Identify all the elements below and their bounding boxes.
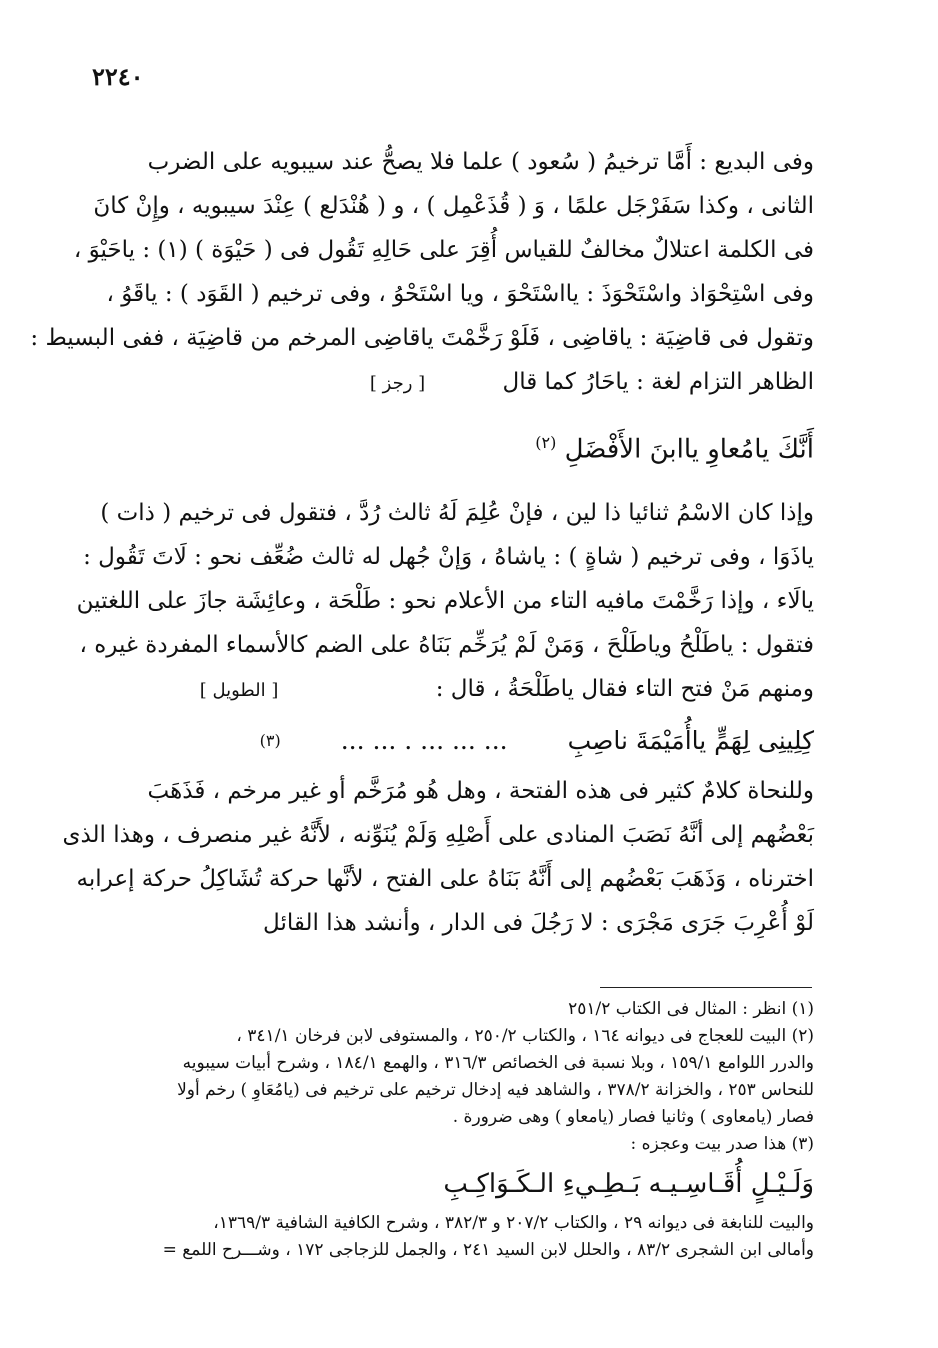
footnote-2-line: فصار (يامعاوى ) وثانيا فصار (يامعاو ) وهى ضرورة . xyxy=(452,1107,814,1127)
text-line xyxy=(106,360,814,406)
paragraph-3 xyxy=(62,769,814,945)
paragraph-2 xyxy=(76,491,814,713)
footnote-1: (١) انظر : المثال فى الكتاب ٢٥١/٢ xyxy=(568,999,814,1019)
footnote-2-line: (٢) البيت للعجاج فى ديوانه ١٦٤ ، والكتاب ٢٥٠/٢ ، والمستوفى لابن فرخان ٣٤١/١ ، xyxy=(236,1026,814,1046)
text-line: فى الكلمة اعتلالٌ مخالفٌ للقياس أُقِرَ على حَالِهِ تَقُول فى ( حَيْوَة ) (١) : ياحَيْوَ ، xyxy=(73,237,814,263)
text-line: وتقول فى قاضِيَة : ياقاضِى ، فَلَوْ رَخَّمْتَ ياقاضِى المرخم من قاضِيَة ، ففى البسيط : xyxy=(30,325,814,351)
page-number: ٢٢٤٠ xyxy=(92,62,144,91)
footnote-3-line: وأمالى ابن الشجرى ٨٣/٢ ، والحلل لابن السيد ٢٤١ ، والجمل للزجاجى ١٧٢ ، وشـــرح اللمع = xyxy=(162,1240,814,1260)
footnote-2-line: والدرر اللوامع ١٥٩/١ ، وبلا نسبة فى الخصائص ٣١٦/٣ ، والهمع ١٨٤/١ ، وشرح أبيات سيبويه xyxy=(182,1053,814,1073)
text-line: لَوْ أُعْرِبَ جَرَى مَجْرَى : لا رَجُلَ فى الدار ، وأنشد هذا القائل xyxy=(263,909,814,936)
text-line: الثانى ، وكذا سَفَرْجَل علمًا ، وَ ( قُذَعْمِل ) ، و ( هُنْدَلع ) عِنْدَ سيبويه ، وإِنْ كانَ xyxy=(93,193,814,219)
footnote-marker: (٣) xyxy=(259,730,281,750)
verse-1 xyxy=(106,408,814,485)
meter-tag-rajaz: [ رجز ] xyxy=(369,373,426,394)
verse-hemistich-1: كِلِينِى لِهَمٍّ ياأُمَيْمَةَ ناصِبِ xyxy=(567,725,814,755)
verse-2 xyxy=(106,713,814,769)
text-line: وللنحاة كلامٌ كثير فى هذه الفتحة ، وهل هُو مُرَخَّم أو غير مرخم ، فَذَهَبَ xyxy=(147,777,814,804)
text-line: يالَاء ، وإذا رَخَّمْتَ مافيه التاء من الأعلام نحو : طَلْحَة ، وعائِشَة جازَ على اللغتين xyxy=(76,587,814,614)
text-line: وإذا كان الاسْمُ ثنائيا ذا لين ، فإنْ عُلِمَ لَهُ ثالث رُدَّ ، فتقول فى ترخيم ( ذات ) xyxy=(100,499,814,526)
footnote-3-intro: (٣) هذا صدر بيت وعجزه : xyxy=(630,1134,814,1154)
text-line xyxy=(106,667,814,713)
text-segment: الظاهر التزام لغة : ياحَارُ كما قال xyxy=(502,369,814,395)
text-line: بَعْضُهم إلى أنَّهُ نَصَبَ المنادى على أَصْلِهِ وَلَمْ يُنَوِّنه ، لأَنَّهُ غير منصرف ، وهذا الذى xyxy=(62,821,814,848)
text-line: اخترناه ، وَذَهَبَ بَعْضُهم إلى أَنَّهُ بَنَاهُ على الفتح ، لأنَّها حركة تُشَاكِلُ حركة إعرابه xyxy=(76,865,814,892)
meter-tag-tawil: [ الطويل ] xyxy=(199,679,279,701)
footnote-3-verse: وَلَـيْـلٍ أُقَـاسِـيـه بَـطِـيءِ الـكَـوَاكِـبِ xyxy=(443,1169,814,1199)
footnote-marker: (٢) xyxy=(535,433,557,452)
text-line: فتقول : ياطَلْحُ وياطَلْحَ ، وَمَنْ لَمْ يُرَخِّم بَنَاهُ على الضم كالأسماء المفردة غيره ، xyxy=(79,631,814,658)
footnote-separator xyxy=(600,987,812,988)
main-text xyxy=(30,140,814,945)
text-line: ياذَوَا ، وفى ترخيم ( شاةٍ ) : ياشاهُ ، وَإنْ جُهل له ثالث ضُعِّف نحو : لَاتَ تَقُول : xyxy=(83,543,814,570)
text-line: وفى اسْتِحْوَاذ واسْتَحْوَذَ : يااسْتَحْوَ ، ويا اسْتَحْوُ ، وفى ترخيم ( القَوَد ) : ياقَوُ ، xyxy=(106,281,814,307)
verse-hemistich-2-dots: ... ... ... . ... ... xyxy=(340,725,508,755)
footnote-3-line: والبيت للنابغة فى ديوانه ٢٩ ، والكتاب ٢٠٧/٢ و ٣٨٢/٣ ، وشرح الكافية الشافية ١٣٦٩/٣، xyxy=(213,1213,814,1233)
verse-text: أَنَّكَ يامُعاوِ ياابنَ الأَفْضَلِ xyxy=(564,434,814,465)
paragraph-1 xyxy=(30,140,814,406)
text-line: وفى البديع : أَمَّا ترخيمُ ( سُعود ) علما فلا يصحُّ عند سيبويه على الضرب xyxy=(147,149,814,175)
footnotes xyxy=(96,996,814,1264)
text-segment: ومنهم مَنْ فتح التاء فقال ياطَلْحَةُ ، قال : xyxy=(435,675,814,702)
footnote-2-line: للنحاس ٢٥٣ ، والخزانة ٣٧٨/٢ ، والشاهد فيه إدخال ترخيم على ترخيم فى (يامُعَاوِ ) رخم أولا xyxy=(177,1080,814,1100)
